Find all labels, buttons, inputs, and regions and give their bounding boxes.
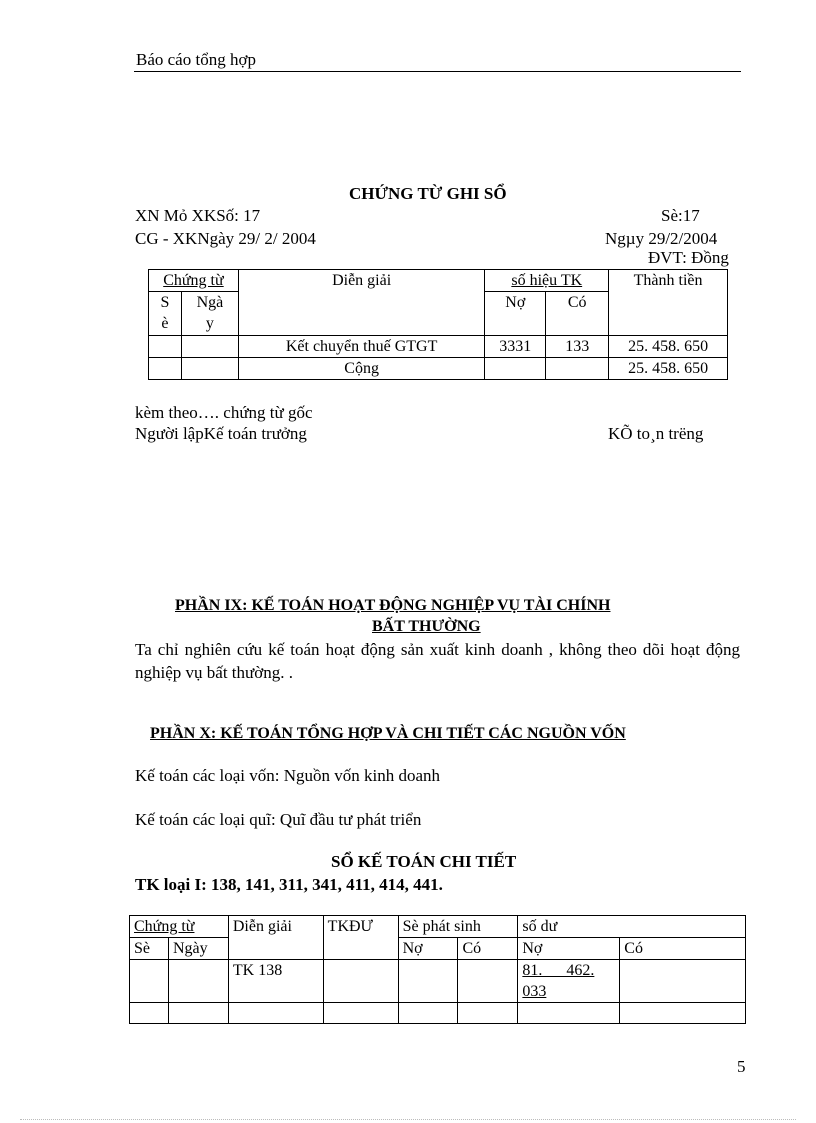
header-thanh-tien: Thành tiền bbox=[609, 270, 728, 336]
voucher-date: Ngµy 29/2/2004 bbox=[605, 229, 718, 248]
ledger-header-du-co: Có bbox=[620, 938, 746, 960]
voucher-title: CHỨNG TỪ GHI SỔ bbox=[349, 184, 507, 203]
ledger-subtitle: TK loại I: 138, 141, 311, 341, 411, 414, 441. bbox=[135, 875, 443, 894]
attached-documents: kèm theo…. chứng từ gốc bbox=[135, 403, 313, 422]
ledger-header-so: Sè bbox=[130, 938, 169, 960]
cell-dien-giai: Kết chuyển thuế GTGT bbox=[238, 336, 484, 358]
currency-unit: ĐVT: Đồng bbox=[648, 248, 729, 267]
du-no-line1: 81. 462. bbox=[522, 962, 595, 979]
header-no: Nợ bbox=[485, 292, 546, 336]
table-row bbox=[149, 336, 728, 358]
cell-empty bbox=[323, 1003, 398, 1024]
cell-co: 133 bbox=[546, 336, 609, 358]
ledger-header-phat-sinh: Sè phát sinh bbox=[398, 916, 518, 938]
voucher-company-line: XN Mỏ XKSố: 17 bbox=[135, 206, 261, 225]
ledger-table bbox=[129, 915, 746, 1024]
footer-rule bbox=[20, 1119, 796, 1120]
ledger-header-no: Nợ bbox=[398, 938, 458, 960]
cell-no: 3331 bbox=[485, 336, 546, 358]
cell-empty bbox=[458, 1003, 518, 1024]
ledger-header-so-du: số dư bbox=[518, 916, 746, 938]
cell-empty bbox=[518, 1003, 620, 1024]
ledger-header-dien-giai: Diễn giải bbox=[228, 916, 323, 938]
voucher-date-line: CG - XKNgày 29/ 2/ 2004 bbox=[135, 229, 316, 248]
cell-empty bbox=[398, 1003, 458, 1024]
running-header: Báo cáo tổng hợp bbox=[136, 50, 256, 69]
du-no-line2: 033 bbox=[522, 983, 547, 1000]
cell-empty bbox=[168, 1003, 228, 1024]
header-so: S è bbox=[149, 292, 182, 336]
ledger-header-du-no: Nợ bbox=[518, 938, 620, 960]
cell-du-no bbox=[518, 960, 620, 1003]
cell-empty bbox=[130, 1003, 169, 1024]
total-row bbox=[149, 358, 728, 380]
cell-total-amount: 25. 458. 650 bbox=[609, 358, 728, 380]
page-number: 5 bbox=[737, 1057, 746, 1076]
ledger-header-chung-tu: Chứng từ bbox=[130, 916, 229, 938]
cell-total-label: Cộng bbox=[238, 358, 484, 380]
header-rule bbox=[134, 71, 741, 72]
ledger-title: SỔ KẾ TOÁN CHI TIẾT bbox=[331, 852, 517, 871]
cell-thanh-tien: 25. 458. 650 bbox=[609, 336, 728, 358]
section-9-title-line2: BẤT THƯỜNG bbox=[372, 618, 481, 635]
header-chung-tu: Chứng từ bbox=[149, 270, 239, 292]
cell-empty bbox=[546, 358, 609, 380]
header-co: Có bbox=[546, 292, 609, 336]
cell-empty bbox=[228, 1003, 323, 1024]
section-10-title: PHẦN X: KẾ TOÁN TỔNG HỢP VÀ CHI TIẾT CÁC NGUỒN VỐN bbox=[150, 725, 626, 742]
table-row bbox=[130, 1003, 746, 1024]
signature-right: KÕ to¸n trëng bbox=[608, 424, 704, 443]
cell-empty bbox=[168, 960, 228, 1003]
ledger-header-tkdu: TKĐƯ bbox=[323, 916, 398, 938]
cell-empty bbox=[181, 358, 238, 380]
header-dien-giai: Diễn giải bbox=[238, 270, 484, 336]
cell-empty bbox=[149, 336, 182, 358]
header-ngay: Ngà y bbox=[181, 292, 238, 336]
cell-empty bbox=[485, 358, 546, 380]
signature-left: Người lậpKế toán trưởng bbox=[135, 424, 307, 443]
voucher-number: Sè:17 bbox=[661, 206, 700, 225]
section-10-funds: Kế toán các loại quĩ: Quĩ đầu tư phát triển bbox=[135, 810, 422, 829]
cell-empty bbox=[620, 1003, 746, 1024]
cell-empty bbox=[323, 938, 398, 960]
cell-empty bbox=[130, 960, 169, 1003]
cell-empty bbox=[181, 336, 238, 358]
section-9-title: PHẦN IX: KẾ TOÁN HOẠT ĐỘNG NGHIỆP VỤ TÀI CHÍNH bbox=[175, 597, 611, 614]
ledger-header-co: Có bbox=[458, 938, 518, 960]
table-row bbox=[130, 960, 746, 1003]
section-9-body: Ta chỉ nghiên cứu kế toán hoạt động sản xuất kinh doanh , không theo dõi hoạt động nghiệp vụ bất thường. . bbox=[135, 640, 740, 682]
cell-empty bbox=[458, 960, 518, 1003]
cell-empty bbox=[620, 960, 746, 1003]
header-so-hieu-tk: số hiệu TK bbox=[485, 270, 609, 292]
cell-empty bbox=[323, 960, 398, 1003]
cell-empty bbox=[398, 960, 458, 1003]
ledger-header-ngay: Ngày bbox=[168, 938, 228, 960]
cell-empty bbox=[149, 358, 182, 380]
cell-empty bbox=[228, 938, 323, 960]
cell-dien-giai: TK 138 bbox=[228, 960, 323, 1003]
section-10-capital: Kế toán các loại vốn: Nguồn vốn kinh doanh bbox=[135, 766, 440, 785]
voucher-table bbox=[148, 269, 728, 380]
